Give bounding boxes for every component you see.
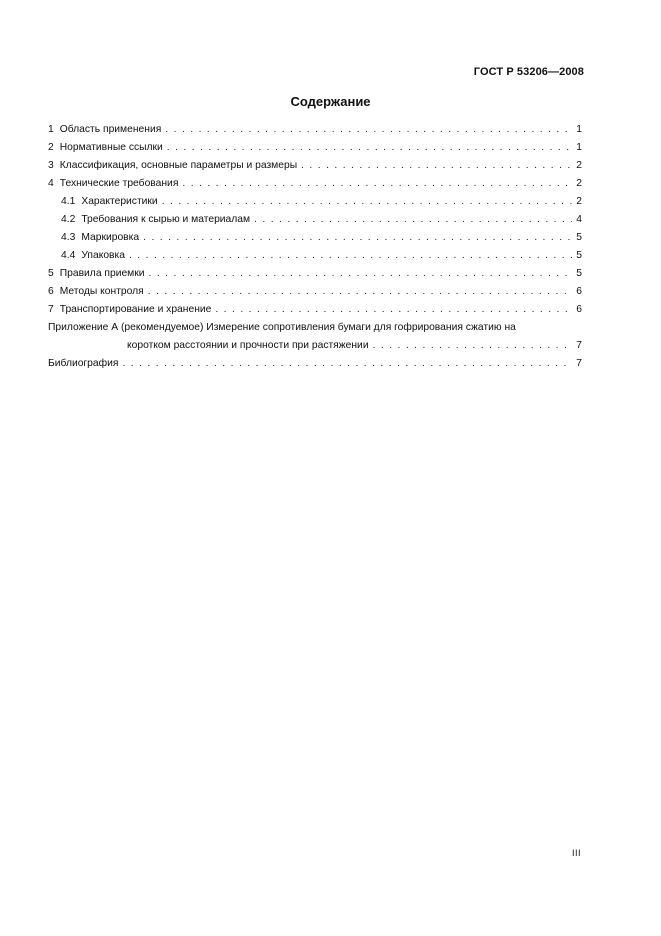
toc-leader-dots — [129, 247, 572, 265]
toc-leader-dots — [148, 283, 572, 301]
toc-leader-dots — [373, 337, 572, 355]
toc-entry-page: 6 — [576, 304, 582, 315]
toc-appendix-title-line2: коротком расстоянии и прочности при растяжении — [127, 340, 369, 351]
toc-entry-label: Нормативные ссылки — [59, 142, 163, 153]
toc-entry-4-1[interactable] — [48, 193, 582, 211]
toc-entry-label: Маркировка — [81, 232, 140, 243]
toc-entry-number: 2 — [48, 142, 54, 153]
toc-leader-dots — [254, 211, 572, 229]
toc-entry-label: Правила приемки — [59, 268, 145, 279]
toc-entry-number: 6 — [48, 286, 54, 297]
toc-entry-4-3[interactable] — [48, 229, 582, 247]
toc-entry-7[interactable] — [48, 301, 582, 319]
toc-leader-dots — [301, 157, 572, 175]
toc-entry-page: 5 — [576, 268, 582, 279]
toc-entry-page: 4 — [576, 214, 582, 225]
toc-entry-label: Упаковка — [81, 250, 125, 261]
document-code: ГОСТ Р 53206—2008 — [473, 66, 584, 78]
toc-entry-label: Библиография — [48, 358, 119, 369]
toc-entry-page: 1 — [576, 142, 582, 153]
toc-entry-2[interactable] — [48, 139, 582, 157]
toc-entry-label: Область применения — [59, 124, 162, 135]
toc-entry-number: 4 — [48, 178, 54, 189]
toc-entry-label: Классификация, основные параметры и размеры — [59, 160, 298, 171]
toc-entry-page: 5 — [576, 232, 582, 243]
toc-entry-4-2[interactable] — [48, 211, 582, 229]
toc-appendix-title-line1: Приложение А (рекомендуемое) Измерение сопротивления бумаги для гофрирования сжатию на — [48, 322, 516, 333]
toc-entry-bibliography[interactable] — [48, 355, 582, 373]
toc-entry-number: 4.4 — [61, 250, 76, 261]
toc-entry-1[interactable] — [48, 121, 582, 139]
page-number: III — [571, 848, 581, 858]
toc-leader-dots — [162, 193, 572, 211]
toc-entry-page: 1 — [576, 124, 582, 135]
toc-leader-dots — [143, 229, 572, 247]
toc-entry-label: Требования к сырью и материалам — [81, 214, 251, 225]
toc-entry-6[interactable] — [48, 283, 582, 301]
toc-leader-dots — [122, 355, 572, 373]
toc-entry-number: 1 — [48, 124, 54, 135]
toc-entry-label: Методы контроля — [59, 286, 144, 297]
table-of-contents — [48, 121, 582, 373]
toc-entry-page: 7 — [576, 358, 582, 369]
toc-entry-page: 5 — [576, 250, 582, 261]
toc-entry-4[interactable] — [48, 175, 582, 193]
toc-entry-appendix-a[interactable] — [48, 319, 582, 355]
toc-entry-number: 4.1 — [61, 196, 76, 207]
toc-appendix-title-line2-row — [48, 337, 582, 355]
toc-entry-number: 3 — [48, 160, 54, 171]
toc-entry-label: Характеристики — [81, 196, 158, 207]
toc-leader-dots — [167, 139, 572, 157]
toc-entry-number: 4.2 — [61, 214, 76, 225]
toc-leader-dots — [165, 121, 572, 139]
toc-entry-number: 7 — [48, 304, 54, 315]
toc-entry-label: Технические требования — [59, 178, 179, 189]
toc-entry-page: 2 — [576, 196, 582, 207]
toc-leader-dots — [215, 301, 572, 319]
toc-entry-page: 2 — [576, 178, 582, 189]
toc-entry-5[interactable] — [48, 265, 582, 283]
toc-entry-page: 7 — [576, 340, 582, 351]
toc-entry-4-4[interactable] — [48, 247, 582, 265]
toc-leader-dots — [182, 175, 572, 193]
toc-entry-page: 2 — [576, 160, 582, 171]
toc-entry-number: 5 — [48, 268, 54, 279]
toc-title: Содержание — [290, 94, 371, 109]
toc-entry-number: 4.3 — [61, 232, 76, 243]
toc-entry-label: Транспортирование и хранение — [59, 304, 212, 315]
toc-leader-dots — [149, 265, 572, 283]
toc-entry-3[interactable] — [48, 157, 582, 175]
toc-entry-page: 6 — [576, 286, 582, 297]
